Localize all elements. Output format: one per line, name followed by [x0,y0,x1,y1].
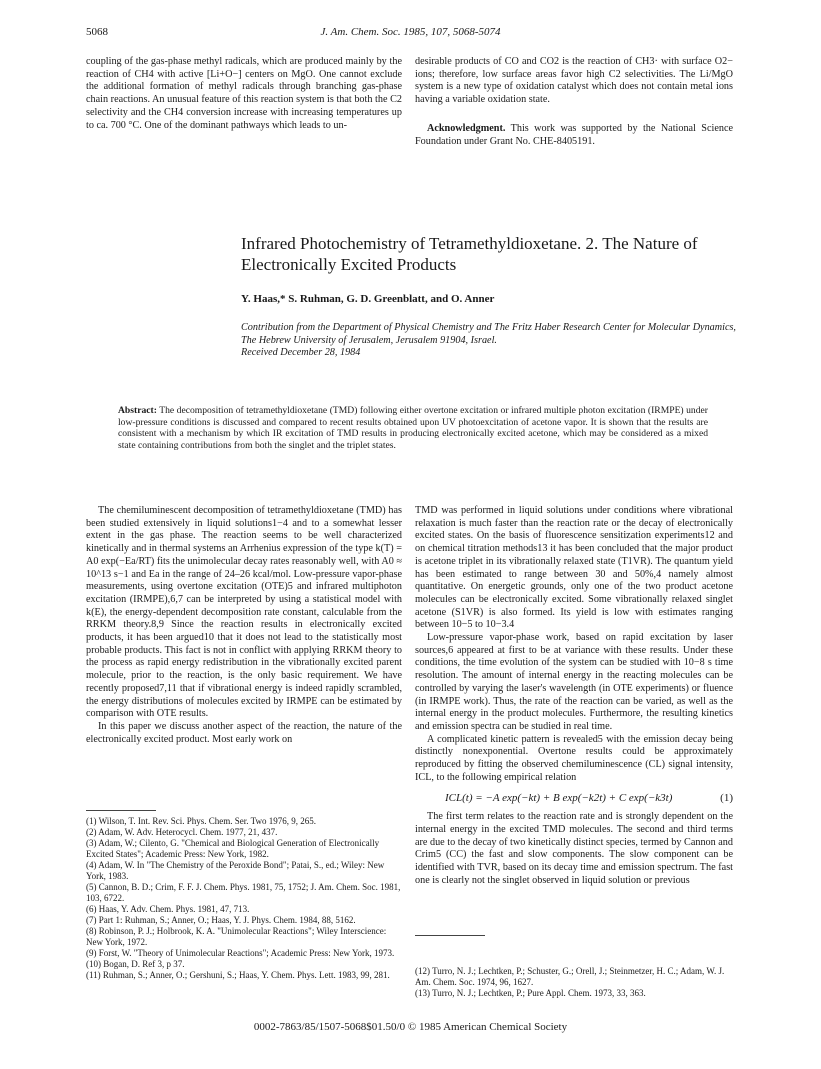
body-right-paragraph-1: TMD was performed in liquid solutions under conditions where vibrational relaxation is much faster than the reaction rate or the decay of electronically excited states. On the basis of fluorescence sensitization experiments12 and on chemical titration methods13 it has been concluded that the major product is acetone triplet in its vibrationally relaxed state (T1VR). The quantum yield has been estimated to range between 30 and 50%,4 namely almost quantitative. On energetic grounds, only one of the two product acetone molecules can be electronically excited. Some vibrationally relaxed singlet acetone (S1VR) is also formed. Its yield is low with estimates ranging between 10−5 to 10−3.4 [415,505,733,631]
equation-1 [445,792,733,805]
abstract [118,405,708,451]
article-affiliation [241,322,741,360]
abstract-label: Abstract: [118,405,157,416]
top-left-text: coupling of the gas-phase methyl radicals, which are produced mainly by the reaction of CH4 with active [Li+O−] centers on MgO. One cannot exclude the additional formation of methyl radicals through branching gas-phase chain reactions. An unusual feature of this reaction system is that both the C2 selectivity and the CH4 conversion increase with increasing temperatures up to ca. 700 °C. One of the dominant pathways which leads to un- [86,56,402,131]
reference-item: (8) Robinson, P. J.; Holbrook, K. A. "Unimolecular Reactions"; Wiley Interscience: New York, 1972. [86,926,387,947]
running-header: J. Am. Chem. Soc. 1985, 107, 5068-5074 [320,26,501,38]
body-right-column [415,505,733,887]
reference-item: (13) Turro, N. J.; Lechtken, P.; Pure Appl. Chem. 1973, 33, 363. [415,988,646,998]
affiliation-text: Contribution from the Department of Physical Chemistry and The Fritz Haber Research Center for Molecular Dynamics, The Hebrew University of Jerusalem, Jerusalem 91904, Israel. [241,322,736,346]
acknowledgment-text: This work was supported by the National Science Foundation under Grant No. CHE-8405191. [415,122,733,147]
reference-item: (4) Adam, W. In "The Chemistry of the Peroxide Bond"; Patai, S., ed.; Wiley: New York, 1983. [86,860,385,881]
reference-item: (1) Wilson, T. Int. Rev. Sci. Phys. Chem. Ser. Two 1976, 9, 265. [86,816,317,826]
equation-text: ICL(t) = −A exp(−kt) + B exp(−k2t) + C exp(−k3t) [445,792,673,805]
reference-item: (10) Bogan, D. Ref 3, p 37. [86,959,185,969]
reference-item: (3) Adam, W.; Cilento, G. "Chemical and Biological Generation of Electronically Excited States"; Academic Press: New York, 1982. [86,838,380,859]
reference-item: (5) Cannon, B. D.; Crim, F. F. J. Chem. Phys. 1981, 75, 1752; J. Am. Chem. Soc. 1981, 103, 6722. [86,882,401,903]
reference-item: (11) Ruhman, S.; Anner, O.; Gershuni, S.; Haas, Y. Chem. Phys. Lett. 1983, 99, 281. [86,970,390,980]
top-right-column [415,56,733,148]
reference-item: (7) Part 1: Ruhman, S.; Anner, O.; Haas, Y. J. Phys. Chem. 1984, 88, 5162. [86,915,356,925]
page-number: 5068 [86,26,108,38]
reference-item: (9) Forst, W. "Theory of Unimolecular Reactions"; Academic Press: New York, 1973. [86,948,395,958]
article-authors: Y. Haas,* S. Ruhman, G. D. Greenblatt, and O. Anner [241,293,495,305]
received-date: Received December 28, 1984 [241,347,361,359]
top-right-text: desirable products of CO and CO2 is the reaction of CH3· with surface O2− ions; therefore, low surface areas favor high C2 selectivities. The Li/MgO system is a new type of oxidation catalyst which does not contain metal ions having a variable oxidation state. [415,56,733,106]
top-left-paragraph [86,56,402,132]
footnote-rule-left [86,810,156,811]
acknowledgment [415,123,733,148]
body-right-paragraph-4: The first term relates to the reaction rate and is strongly dependent on the internal energy in the excited TMD molecules. The second and third terms are due to the decay of two kinetically distinct species, termed by Cannon and Crim5 (CC) the fast and slow components. The slow component can be identified with TVR, based on its decay time and emission spectrum. The fast one is clearly not the singlet observed in liquid solution or previous [415,811,733,886]
reference-item: (12) Turro, N. J.; Lechtken, P.; Schuster, G.; Orell, J.; Steinmetzer, H. C.; Adam, W. J. Am. Chem. Soc. 1974, 96, 1627. [415,966,725,987]
body-left-column [86,505,402,746]
abstract-text: The decomposition of tetramethyldioxetane (TMD) following either overtone excitation or infrared multiple photon excitation (IRMPE) under low-pressure conditions is discussed and compared to recent results obtained upon UV photoexcitation of acetone vapor. It is shown that the results are consistent with a mechanism by which IR excitation of TMD results in producing electronically excited acetone, which may be considered as a mixed state containing contributions from both the singlet and the triplet states. [118,405,708,451]
body-right-paragraph-3: A complicated kinetic pattern is revealed5 with the emission decay being distinctly nonexponential. Overtone results could be approximately reproduced by fitting the observed chemiluminescence (CL) signal intensity, ICL, to the following empirical relation [415,733,733,783]
equation-number: (1) [720,792,733,805]
acknowledgment-label: Acknowledgment. [427,122,506,134]
footnote-rule-right [415,935,485,936]
body-right-paragraph-2: Low-pressure vapor-phase work, based on rapid excitation by laser sources,6 appeared at first to be at variance with these results. Under these conditions, the time evolution of the system can be studied with 10−8 s time resolution. The amount of internal energy in the reacting molecules can be controlled by varying the laser's wavelength (in OTE experiments) or fluence (in IRMPE work). Thus, the rate of the reaction can be varied, as well as the internal energy in the product molecules. Furthermore, the resulting kinetics and emission spectra can be studied in real time. [415,632,733,732]
article-title: Infrared Photochemistry of Tetramethyldioxetane. 2. The Nature of Electronically Excited Products [241,234,698,274]
body-left-paragraph-2: In this paper we discuss another aspect of the reaction, the nature of the electronically excited product. Most early work on [86,720,402,745]
references-right [415,966,733,999]
references-left [86,816,402,981]
copyright-footer: 0002-7863/85/1507-5068$01.50/0 © 1985 American Chemical Society [253,1021,568,1033]
body-left-paragraph-1: The chemiluminescent decomposition of tetramethyldioxetane (TMD) has been studied extensively in liquid solutions1−4 and to a somewhat lesser extent in the gas phase. The reaction seems to be well characterized kinetically and in thermal systems an Arrhenius expression of the type k(T) = A0 exp(−Ea/RT) fits the unimolecular decay rates reasonably well, with A0 ≈ 10^13 s−1 and Ea in the range of 24–26 kcal/mol. Low-pressure vapor-phase measurements, using overtone excitation (OTE)5 and infrared multiphoton excitation (IRMPE),6,7 can be interpreted by using a statistical model with k(E), the energy-dependent decomposition rate constant, calculable from the RRKM theory.8,9 Since the reaction results in electronically excited products, it has been argued10 that it does not lead to the statistically most probable products. This fact is not in conflict with applying RRKM theory to the process as rapid energy redistribution in the vibrationally excited parent molecule, prior to the reaction, is the only basic requirement. We have recently proposed7,11 that if vibrational energy is indeed rapidly scrambled, the energy distributions of molecules excited by IRMPE can be estimated by comparison with OTE results. [86,505,402,720]
reference-item: (2) Adam, W. Adv. Heterocycl. Chem. 1977, 21, 437. [86,827,278,837]
reference-item: (6) Haas, Y. Adv. Chem. Phys. 1981, 47, 713. [86,904,250,914]
